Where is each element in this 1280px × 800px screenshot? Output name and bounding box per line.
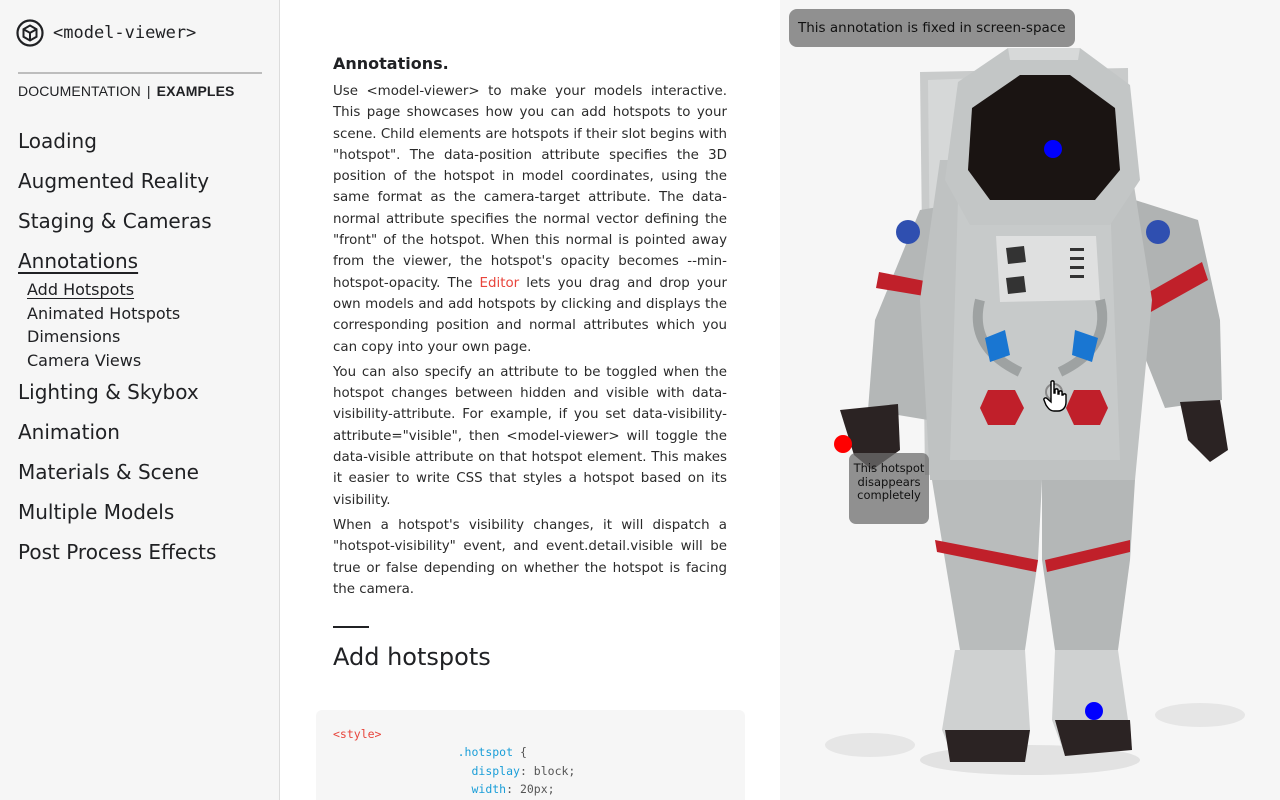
hand-pointer-cursor-icon — [1043, 380, 1067, 412]
nav-item-post-process-effects[interactable]: Post Process Effects — [18, 540, 217, 564]
subnav-item-camera-views[interactable]: Camera Views — [27, 350, 142, 370]
subnav-item-add-hotspots[interactable]: Add Hotspots — [27, 280, 135, 299]
code-token: .hotspot — [457, 745, 514, 760]
section-title: Add hotspots — [333, 643, 491, 671]
nav-item-lighting-skybox[interactable]: Lighting & Skybox — [18, 380, 199, 404]
documentation-link[interactable]: DOCUMENTATION — [18, 83, 141, 99]
code-token: : 20px; — [506, 781, 555, 796]
paragraph-text: lets you drag and drop your own models and add hotspots by clicking and displays the corresponding position and normal attributes which you can copy into your own page. — [333, 275, 727, 355]
article-paragraph-2: You can also specify an attribute to be toggled when the hotspot changes between hidden and visible with data-visibility-attribute. For example, if you set data-visibility-attribute="visible", then <model-viewer> will toggle the data-visible attribute on that hotspot element. This makes it easier to write CSS that styles a hotspot based on its visibility. — [333, 364, 727, 508]
hotspot-hand[interactable] — [834, 435, 852, 453]
astronaut-model[interactable] — [780, 0, 1280, 800]
paragraph-text: Use <model-viewer> to make your models interactive. This page showcases how you can add hotspots to your scene. Child elements are hotspots if their slot begins with "hotspot". The data-position attribute specifies the 3D position of the hotspot in model coordinates, using the same format as the camera-target attribute. The data-normal attribute specifies the normal vector defining the "front" of the hotspot. When this normal is pointed away from the viewer, the hotspot's opacity becomes --min-hotspot-opacity. The — [333, 84, 727, 291]
doc-switch — [18, 83, 234, 99]
fixed-screen-space-annotation: This annotation is fixed in screen-space — [789, 9, 1075, 47]
sidebar-nav — [18, 127, 216, 578]
subnav-item-dimensions[interactable]: Dimensions — [27, 327, 121, 346]
code-token: { — [513, 745, 527, 760]
code-token: : block; — [519, 763, 576, 778]
sidebar-divider — [18, 72, 262, 74]
nav-item-materials-scene[interactable]: Materials & Scene — [18, 460, 199, 484]
code-token: width — [471, 781, 507, 796]
code-token: <style> — [333, 727, 382, 741]
hotspot-visor[interactable] — [1044, 140, 1062, 158]
hotspot-foot[interactable] — [1085, 702, 1103, 720]
code-token: display — [471, 763, 520, 778]
section-divider — [333, 626, 369, 628]
article-paragraph-3: When a hotspot's visibility changes, it will dispatch a "hotspot-visibility" event, and event.detail.visible will be true or false depending on whether the hotspot is facing the camera. — [333, 517, 727, 597]
main-content — [280, 0, 780, 800]
model-viewer-logo-icon — [16, 19, 44, 47]
nav-item-multiple-models[interactable]: Multiple Models — [18, 500, 175, 524]
sidebar — [0, 0, 280, 800]
logo-text: <model-viewer> — [53, 23, 197, 43]
doc-separator: | — [146, 83, 151, 99]
nav-item-staging-cameras[interactable]: Staging & Cameras — [18, 209, 212, 233]
article-heading: Annotations. — [333, 54, 449, 73]
nav-item-annotations[interactable]: Annotations — [18, 249, 139, 273]
editor-link[interactable]: Editor — [479, 275, 520, 291]
article-paragraph-1 — [333, 81, 727, 358]
article — [333, 54, 727, 604]
annotations-subnav — [27, 279, 216, 373]
hand-hotspot-annotation: This hotspot disappears completely — [849, 453, 929, 524]
logo[interactable] — [16, 19, 196, 47]
nav-item-animation[interactable]: Animation — [18, 420, 120, 444]
code-block[interactable] — [316, 710, 745, 800]
nav-item-augmented-reality[interactable]: Augmented Reality — [18, 169, 210, 193]
nav-item-loading[interactable]: Loading — [18, 129, 97, 153]
examples-link[interactable]: EXAMPLES — [156, 83, 235, 99]
subnav-item-animated-hotspots[interactable]: Animated Hotspots — [27, 303, 181, 323]
model-viewer[interactable] — [780, 0, 1280, 800]
